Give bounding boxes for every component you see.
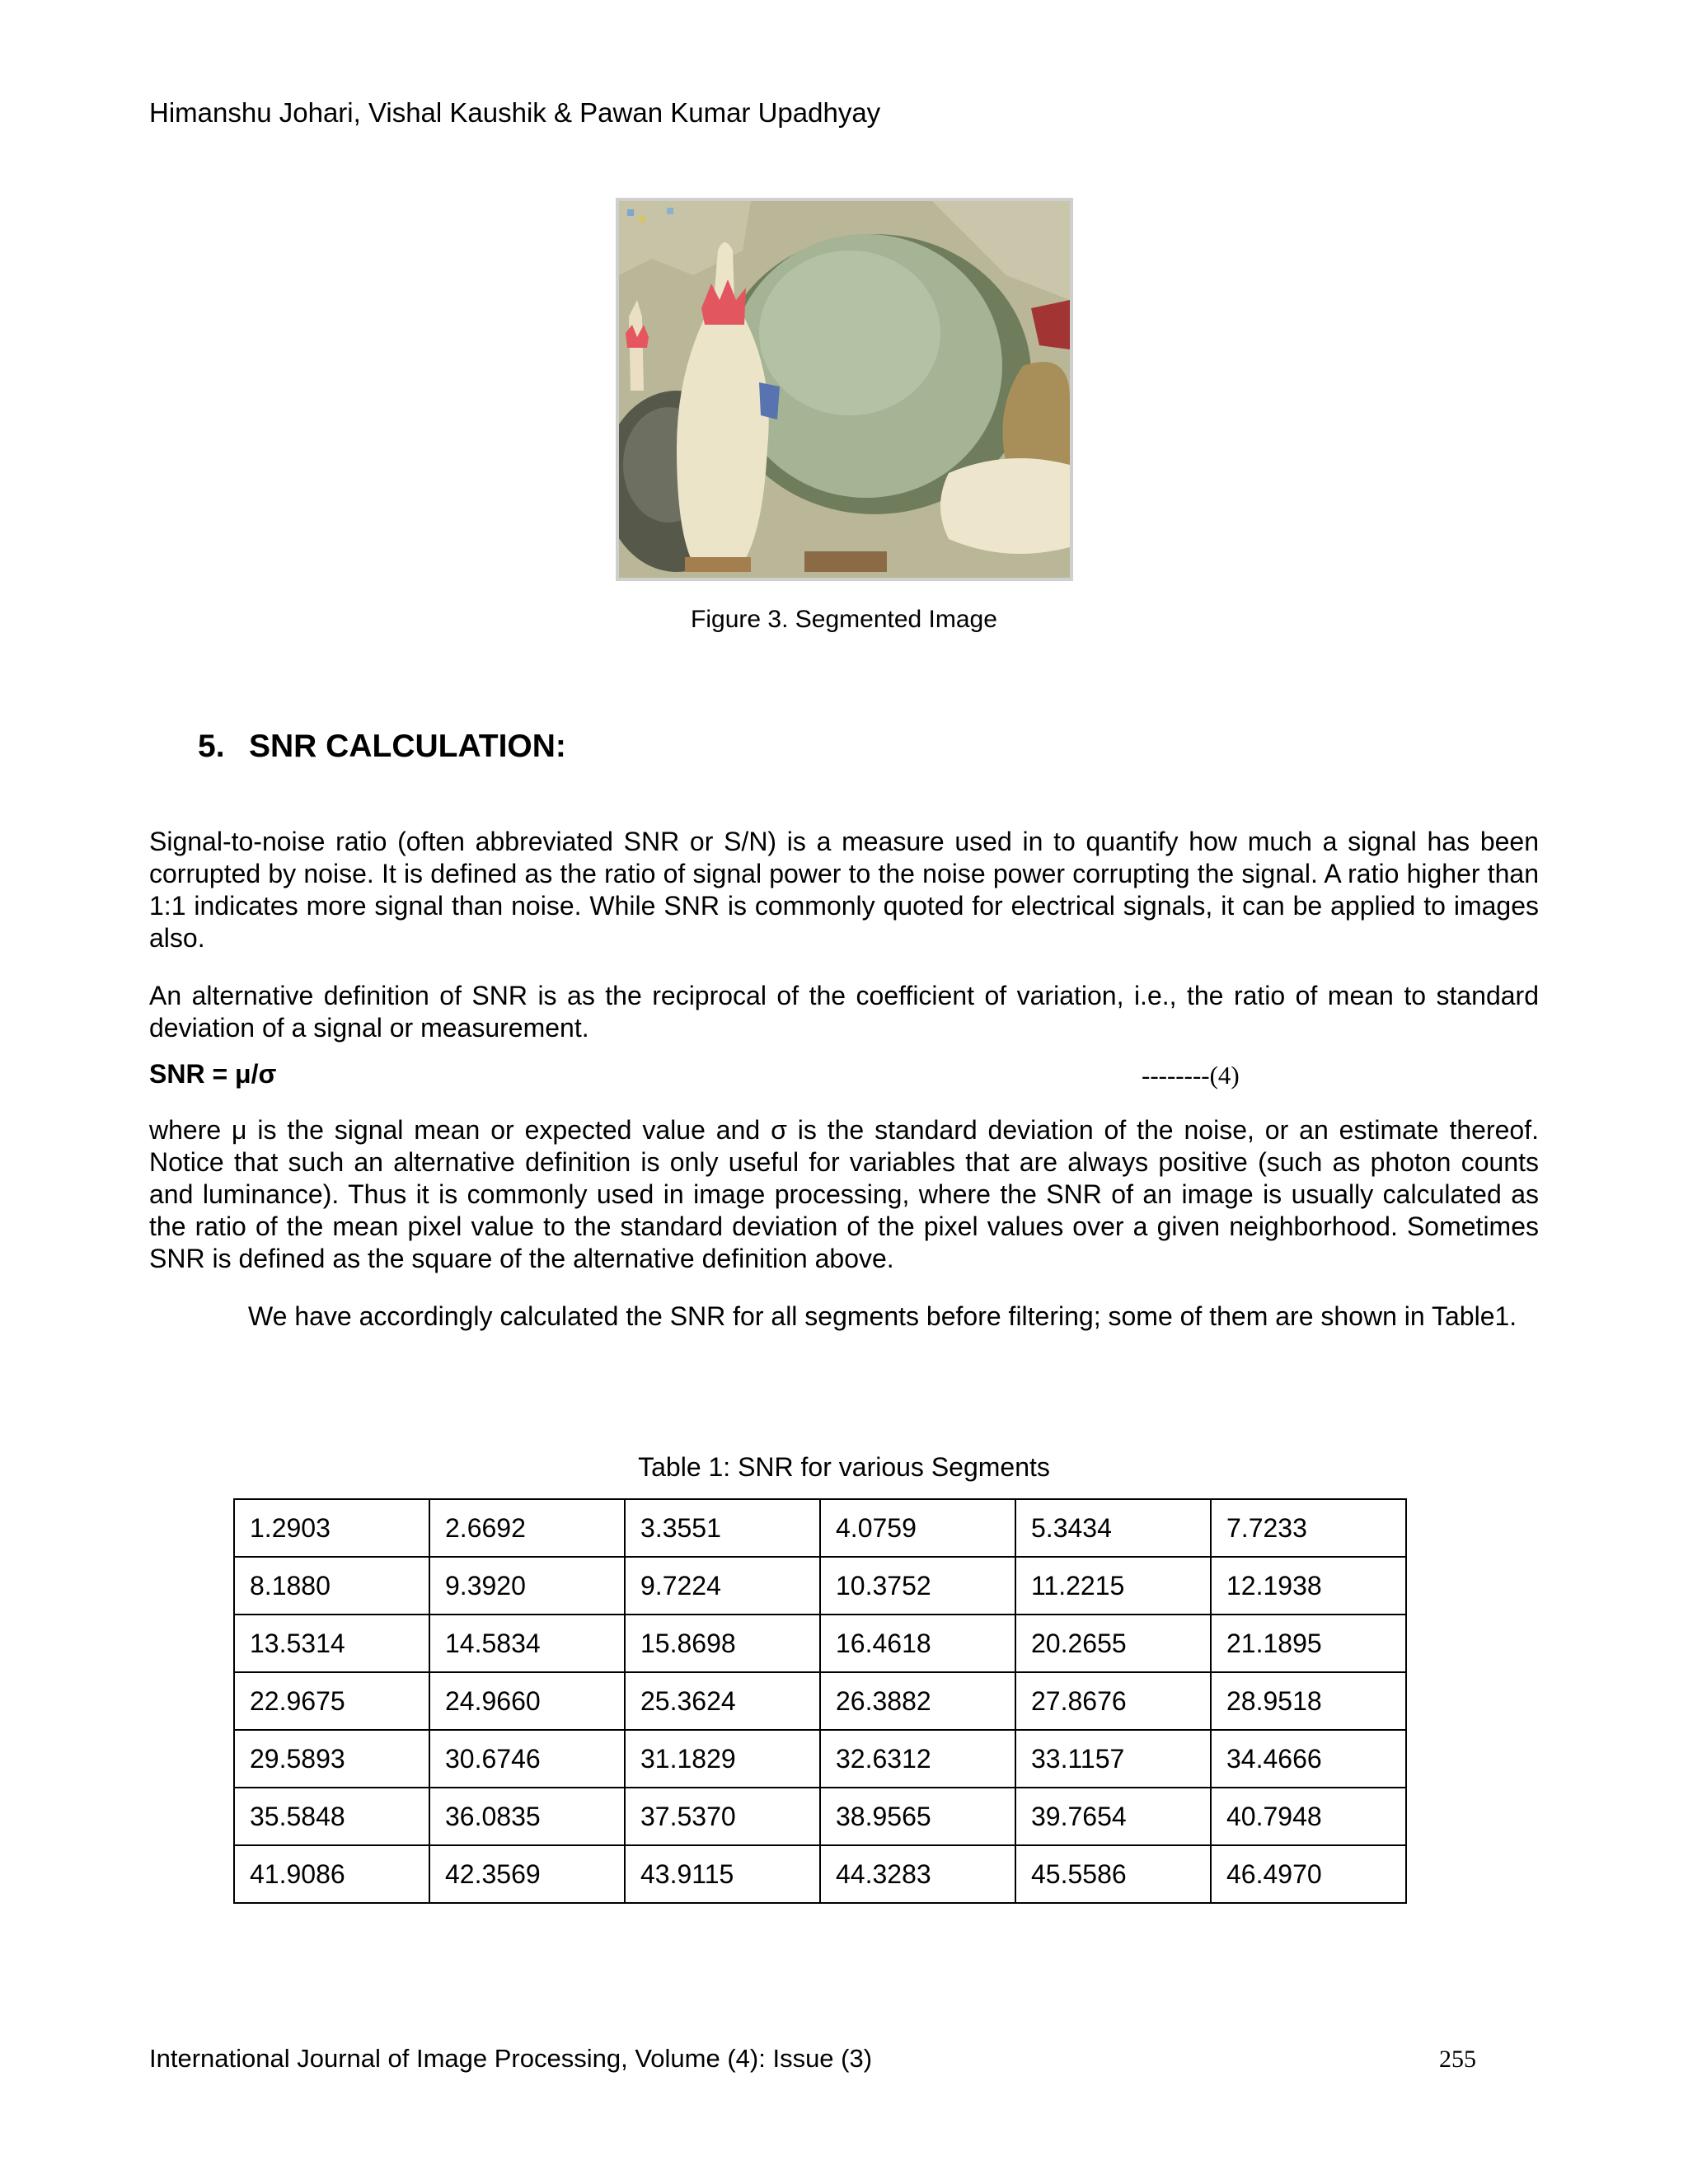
table-cell: 1.2903 [234,1499,429,1557]
table-cell: 40.7948 [1211,1788,1406,1845]
table-cell: 45.5586 [1015,1845,1211,1903]
table-row [234,1730,1406,1788]
table-cell: 25.3624 [625,1672,820,1730]
table-cell: 29.5893 [234,1730,429,1788]
table-cell: 16.4618 [820,1615,1015,1672]
table-cell: 26.3882 [820,1672,1015,1730]
table-cell: 35.5848 [234,1788,429,1845]
paragraph-snr-definition: Signal-to-noise ratio (often abbreviated SNR or S/N) is a measure used in to quantify how much a signal has been corrupted by noise. It is defined as the ratio of signal power to the noise power corrupting the signal. A ratio higher than 1:1 indicates more signal than noise. While SNR is commonly quoted for electrical signals, it can be applied to images also. [149,827,1539,953]
table-cell: 15.8698 [625,1615,820,1672]
section-number: 5. [198,729,225,764]
table-cell: 20.2655 [1015,1615,1211,1672]
paragraph-calculation-note: We have accordingly calculated the SNR for all segments before filtering; some of them are shown in Table1. [248,1301,1517,1331]
page-number: 255 [1439,2046,1476,2073]
snr-table [233,1498,1407,1904]
table-cell: 24.9660 [429,1672,625,1730]
table-cell: 38.9565 [820,1788,1015,1845]
table-cell: 12.1938 [1211,1557,1406,1615]
table-row [234,1615,1406,1672]
paragraph-explanation: where μ is the signal mean or expected value and σ is the standard deviation of the noise, or an estimate thereof. Notice that such an alternative definition is only useful for variables that are always positive (such as photon counts and luminance). Thus it is commonly used in image processing, where the SNR of an image is usually calculated as the ratio of the mean pixel value to the standard deviation of the pixel values over a given neighborhood. Sometimes SNR is defined as the square of the alternative definition above. [149,1115,1539,1273]
section-heading [198,729,566,765]
table-cell: 9.3920 [429,1557,625,1615]
table-cell: 14.5834 [429,1615,625,1672]
table-cell: 10.3752 [820,1557,1015,1615]
footer-journal: International Journal of Image Processing, Volume (4): Issue (3) [149,2044,873,2073]
table-row [234,1499,1406,1557]
table-cell: 36.0835 [429,1788,625,1845]
table-cell: 27.8676 [1015,1672,1211,1730]
table-cell: 34.4666 [1211,1730,1406,1788]
table-cell: 13.5314 [234,1615,429,1672]
table-cell: 9.7224 [625,1557,820,1615]
table-cell: 42.3569 [429,1845,625,1903]
table-cell: 21.1895 [1211,1615,1406,1672]
table-cell: 2.6692 [429,1499,625,1557]
table-cell: 11.2215 [1015,1557,1211,1615]
table-cell: 5.3434 [1015,1499,1211,1557]
table-row [234,1845,1406,1903]
equation-snr: SNR = μ/σ [149,1059,277,1089]
table-cell: 22.9675 [234,1672,429,1730]
table-cell: 8.1880 [234,1557,429,1615]
table-cell: 37.5370 [625,1788,820,1845]
table-cell: 32.6312 [820,1730,1015,1788]
equation-number: --------(4) [1142,1061,1240,1090]
table-cell: 4.0759 [820,1499,1015,1557]
table-cell: 7.7233 [1211,1499,1406,1557]
table-cell: 41.9086 [234,1845,429,1903]
table-caption: Table 1: SNR for various Segments [638,1452,1050,1482]
table-cell: 33.1157 [1015,1730,1211,1788]
table-cell: 46.4970 [1211,1845,1406,1903]
table-cell: 31.1829 [625,1730,820,1788]
table-cell: 44.3283 [820,1845,1015,1903]
section-title: SNR CALCULATION: [249,729,566,764]
table-row [234,1557,1406,1615]
segmented-image-figure [616,198,1073,581]
running-header-authors: Himanshu Johari, Vishal Kaushik & Pawan Kumar Upadhyay [149,97,881,128]
table-cell: 30.6746 [429,1730,625,1788]
figure-caption: Figure 3. Segmented Image [691,606,997,633]
table-row [234,1788,1406,1845]
table-row [234,1672,1406,1730]
paragraph-alternative-definition: An alternative definition of SNR is as the reciprocal of the coefficient of variation, i.e., the ratio of mean to standard deviation of a signal or measurement. [149,981,1539,1043]
table-cell: 3.3551 [625,1499,820,1557]
table-cell: 28.9518 [1211,1672,1406,1730]
segmented-bowling-image [619,201,1070,578]
table-cell: 39.7654 [1015,1788,1211,1845]
table-cell: 43.9115 [625,1845,820,1903]
